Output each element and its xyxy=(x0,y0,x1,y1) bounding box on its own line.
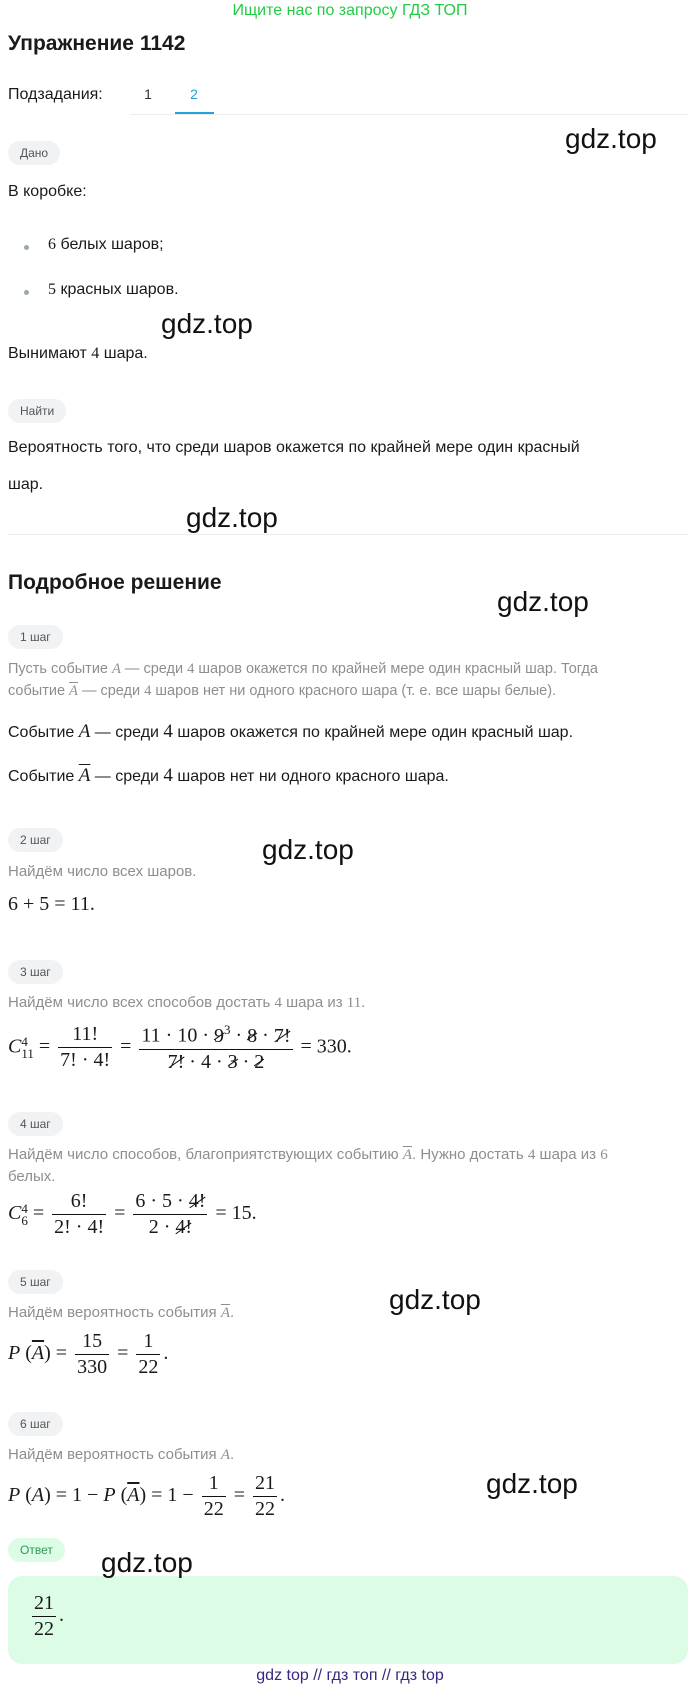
step-2-formula: 6 + 5 = 11. xyxy=(8,893,95,915)
step-1-badge: 1 шаг xyxy=(8,625,63,649)
find-badge: Найти xyxy=(8,399,66,423)
given-draw-text: шара. xyxy=(103,345,148,362)
step-1-event-a: Событие A — среди 4 шаров окажется по крайней мере один красный шар. xyxy=(8,721,574,742)
step-6-formula: P (A) = 1 − P $(\overline{A}) = 1$ − $\frac{1}{22}$ = $\frac{21}{22}$ . xyxy=(8,1472,285,1520)
given-intro: В коробке: xyxy=(8,183,87,200)
step-6-gray: Найдём вероятность события A. xyxy=(8,1446,235,1463)
step-5-gray: Найдём вероятность события $\overline{A}$. xyxy=(8,1304,235,1321)
watermark: gdz.top xyxy=(186,502,278,533)
solution-title: Подробное решение xyxy=(8,571,222,594)
watermark: gdz.top xyxy=(161,308,253,339)
step-4-gray-line2: белых. xyxy=(8,1168,56,1185)
given-draw-line xyxy=(8,342,148,366)
tab-subtask-1[interactable]: 1 xyxy=(144,86,152,102)
step-4-formula: C 4 6 = $\frac{6!}{2! \cdot 4!}$ = $\frac{6 \cdot 5 \cdot 4!}{2 \cdot 4!}$ = 15. xyxy=(8,1190,257,1238)
given-item-text: белых шаров; xyxy=(60,236,164,253)
bullet-dot xyxy=(24,290,29,295)
exercise-title: Упражнение 1142 xyxy=(8,32,186,55)
tabs-divider xyxy=(130,114,688,115)
step-3-gray: Найдём число всех способов достать 4 шара из 11. xyxy=(8,994,365,1011)
step-2-gray: Найдём число всех шаров. xyxy=(8,863,197,880)
step-1-gray-line1: Пусть событие A — среди 4 шаров окажется по крайней мере один красный шар. Тогда xyxy=(8,661,598,677)
step-6-badge: 6 шаг xyxy=(8,1412,63,1436)
given-draw-text: Вынимают xyxy=(8,345,87,362)
tab-subtask-2[interactable]: 2 xyxy=(190,86,198,102)
given-badge: Дано xyxy=(8,141,60,165)
answer-badge: Ответ xyxy=(8,1538,65,1562)
answer-box xyxy=(8,1576,688,1664)
subtasks-label: Подзадания: xyxy=(8,86,103,103)
step-3-badge: 3 шаг xyxy=(8,960,63,984)
given-item-white xyxy=(48,233,164,257)
step-1-gray-line2: событие $\overline{A}$ — среди 4 шаров нет ни одного красного шара (т. е. все шары белые). xyxy=(8,683,557,699)
watermark: gdz.top xyxy=(101,1547,193,1578)
watermark: gdz.top xyxy=(497,586,589,617)
search-banner: Ищите нас по запросу ГДЗ ТОП xyxy=(232,2,468,19)
find-text-line2: шар. xyxy=(8,476,44,493)
step-5-badge: 5 шаг xyxy=(8,1270,63,1294)
answer-value: $\frac{21}{22}$ . xyxy=(34,1592,64,1640)
footer-links[interactable]: gdz top // гдз топ // гдз top xyxy=(256,1667,444,1684)
step-3-formula: C 4 11 = $\frac{11!}{7! \cdot 4!}$ = $\frac{11 \cdot 10 \cdot 9^3 \cdot 8 \cdot 7!}{7! \cdot 4 \cdot 3 \cdot 2}$ = 330. xyxy=(8,1022,352,1073)
watermark: gdz.top xyxy=(262,834,354,865)
find-text-line1: Вероятность того, что среди шаров окажется по крайней мере один красный xyxy=(8,439,580,456)
given-item-number: 6 xyxy=(48,236,56,253)
step-5-formula: P $(\overline{A})$ = $\frac{15}{330}$ = $\frac{1}{22}$ . xyxy=(8,1330,169,1378)
step-4-badge: 4 шаг xyxy=(8,1112,63,1136)
step-4-gray-line1: Найдём число способов, благоприятствующих событию $\overline{A}$. Нужно достать 4 шара из 6 xyxy=(8,1146,608,1163)
watermark: gdz.top xyxy=(486,1468,578,1499)
bullet-dot xyxy=(24,245,29,250)
given-item-number: 5 xyxy=(48,281,56,298)
given-draw-number: 4 xyxy=(91,345,100,362)
section-divider xyxy=(8,534,688,535)
watermark: gdz.top xyxy=(565,123,657,154)
step-1-event-not-a: Событие $\overline{A}$ — среди 4 шаров нет ни одного красного шара. xyxy=(8,765,449,786)
watermark: gdz.top xyxy=(389,1284,481,1315)
given-item-red xyxy=(48,278,179,302)
step-2-badge: 2 шаг xyxy=(8,828,63,852)
given-item-text: красных шаров. xyxy=(60,281,179,298)
